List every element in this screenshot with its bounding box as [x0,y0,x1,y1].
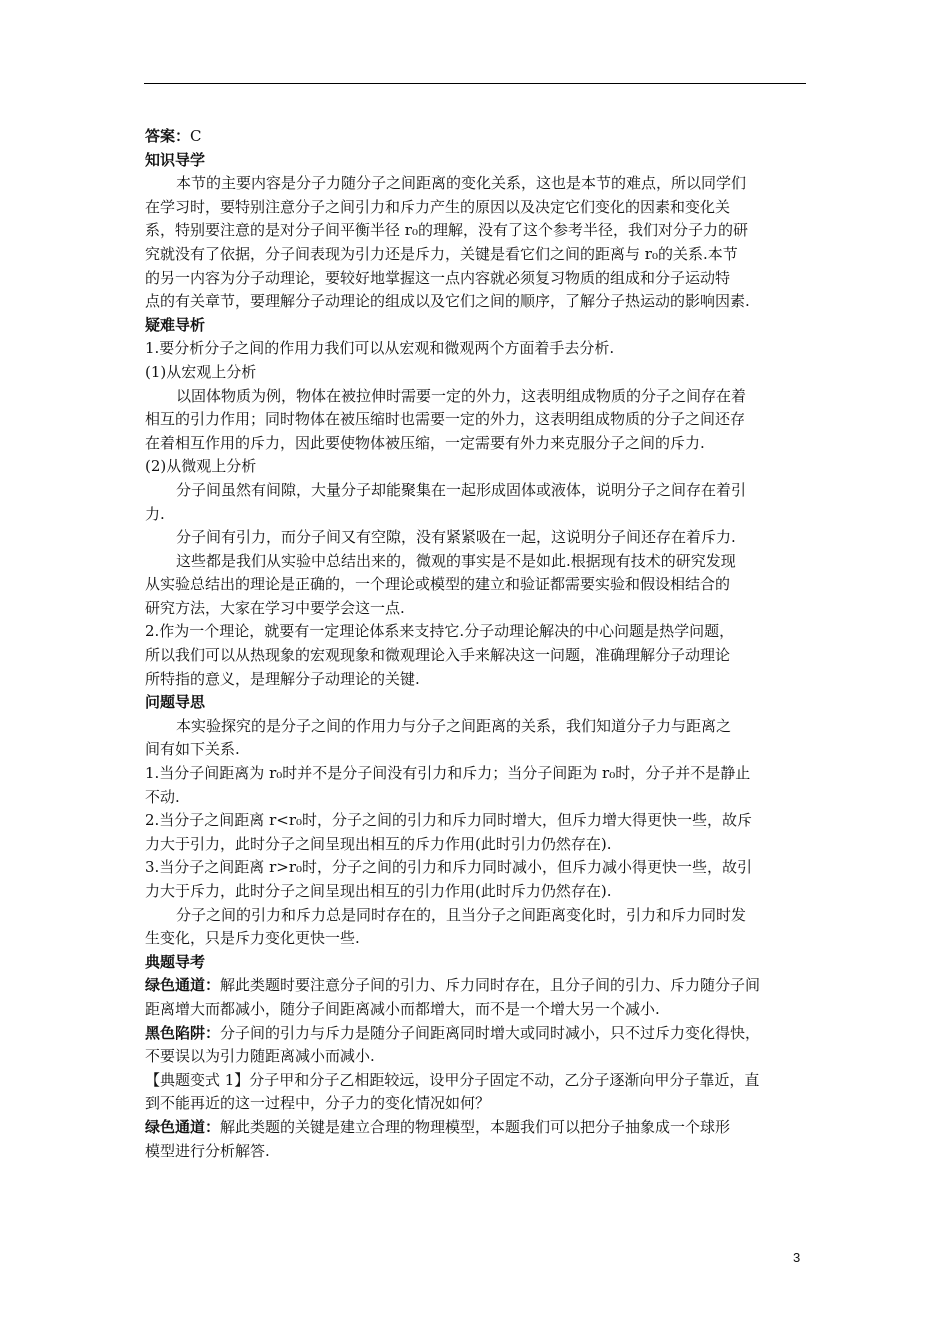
line-text: 1.要分析分子之间的作用力我们可以从宏观和微观两个方面着手去分析. [145,339,615,358]
line-text: 不要误以为引力随距离减小而减小. [145,1047,375,1066]
text-line [145,1116,809,1140]
line-text: 相互的引力作用；同时物体在被压缩时也需要一定的外力，这表明组成物质的分子之间还存 [145,410,746,429]
inline-label: 绿色通道： [145,1117,221,1136]
line-text: 【典题变式 1】分子甲和分子乙相距较远，设甲分子固定不动，乙分子逐渐向甲分子靠近，直 [145,1070,760,1089]
text-line [145,762,809,786]
line-text: 在着相互作用的斥力，因此要使物体被压缩，一定需要有外力来克服分子之间的斥力. [145,433,705,452]
text-line [145,1022,809,1046]
text-line [145,526,809,550]
line-text: 所特指的意义，是理解分子动理论的关键. [145,669,420,688]
line-text: (1)从宏观上分析 [145,362,257,381]
text-line [145,880,809,904]
text-line [145,974,809,998]
line-text: 生变化，只是斥力变化更快一些. [145,929,360,948]
text-line [145,243,809,267]
text-line [145,715,809,739]
line-text: 系，特别要注意的是对分子间平衡半径 r₀的理解，没有了这个参考半径，我们对分子力的研 [145,221,748,240]
text-line [145,432,809,456]
text-line [145,620,809,644]
text-line [145,361,809,385]
line-text: 以固体物质为例，物体在被拉伸时需要一定的外力，这表明组成物质的分子之间存在着 [176,386,747,405]
line-text: 1.当分子间距离为 r₀时并不是分子间没有引力和斥力；当分子间距为 r₀时，分子并不是静止 [145,764,751,783]
text-line [145,196,809,220]
text-line [145,904,809,928]
line-text: 本节的主要内容是分子力随分子之间距离的变化关系，这也是本节的难点，所以同学们 [176,174,747,193]
line-text: 从实验总结出的理论是正确的，一个理论或模型的建立和验证都需要实验和假设相结合的 [145,575,731,594]
answer-line [145,125,809,149]
text-line [145,337,809,361]
inline-label: 绿色通道： [145,976,221,995]
text-line [145,927,809,951]
line-text: 到不能再近的这一过程中，分子力的变化情况如何？ [145,1094,491,1113]
line-text: 在学习时，要特别注意分子之间引力和斥力产生的原因以及决定它们变化的因素和变化关 [145,197,731,216]
line-text: 研究方法，大家在学习中要学会这一点. [145,598,405,617]
line-text: 所以我们可以从热现象的宏观现象和微观理论入手来解决这一问题，准确理解分子动理论 [145,646,731,665]
section-heading: 问题导思 [145,693,206,712]
text-line [145,1069,809,1093]
text-line [145,550,809,574]
line-text: 力大于斥力，此时分子之间呈现出相互的引力作用(此时斥力仍然存在). [145,882,612,900]
line-text: 点的有关章节，要理解分子动理论的组成以及它们之间的顺序，了解分子热运动的影响因素. [145,292,750,311]
line-text: 2.作为一个理论，就要有一定理论体系来支持它.分子动理论解决的中心问题是热学问题， [145,622,735,641]
text-line [145,503,809,527]
text-line [145,290,809,314]
line-text: 这些都是我们从实验中总结出来的，微观的事实是不是如此.根据现有技术的研究发现 [176,551,736,570]
line-text: 究就没有了依据，分子间表现为引力还是斥力，关键是看它们之间的距离与 r₀的关系.本节 [145,244,738,263]
text-line [145,998,809,1022]
text-line [145,408,809,432]
header-rule [144,83,806,84]
line-text: 分子间的引力与斥力是随分子间距离同时增大或同时减小，只不过斥力变化得快， [220,1023,761,1042]
line-text: 3.当分子之间距离 r>r₀时，分子之间的引力和斥力同时减小，但斥力减小得更快一些，故引 [145,858,753,877]
text-line [145,573,809,597]
line-text: 分子间虽然有间隙，大量分子却能聚集在一起形成固体或液体，说明分子之间存在着引 [176,480,747,499]
section-heading: 典题导考 [145,952,206,971]
line-text: 模型进行分析解答. [145,1141,270,1160]
line-text: 距离增大而都减小，随分子间距离减小而都增大，而不是一个增大另一个减小. [145,999,660,1018]
text-line [145,786,809,810]
line-text: 力. [145,504,165,523]
text-line [145,455,809,479]
text-line [145,809,809,833]
line-text: 解此类题时要注意分子间的引力、斥力同时存在，且分子间的引力、斥力随分子间 [220,976,761,995]
text-line [145,267,809,291]
text-line [145,172,809,196]
line-text: 力大于引力，此时分子之间呈现出相互的斥力作用(此时引力仍然存在). [145,834,612,853]
text-line [145,479,809,503]
text-line [145,668,809,692]
line-text: 不动. [145,787,180,806]
answer-value: C [190,127,202,145]
document-body [145,125,809,1163]
line-text: 分子间有引力，而分子间又有空隙，没有紧紧吸在一起，这说明分子间还存在着斥力. [176,528,736,547]
text-line [145,597,809,621]
text-line [145,219,809,243]
line-text: (2)从微观上分析 [145,457,257,476]
inline-label: 黑色陷阱： [145,1023,221,1042]
text-line [145,1045,809,1069]
text-line [145,385,809,409]
text-line [145,856,809,880]
line-text: 间有如下关系. [145,740,240,759]
section-heading: 知识导学 [145,150,206,169]
line-text: 的另一内容为分子动理论，要较好地掌握这一点内容就必须复习物质的组成和分子运动特 [145,268,731,287]
section-heading: 疑难导析 [145,315,206,334]
text-line [145,1092,809,1116]
page-number: 3 [793,1250,801,1265]
text-line [145,644,809,668]
line-text: 解此类题的关键是建立合理的物理模型，本题我们可以把分子抽象成一个球形 [220,1117,731,1136]
text-line [145,1140,809,1164]
line-text: 本实验探究的是分子之间的作用力与分子之间距离的关系，我们知道分子力与距离之 [176,716,732,735]
line-text: 分子之间的引力和斥力总是同时存在的，且当分子之间距离变化时，引力和斥力同时发 [176,905,747,924]
sections-container [145,149,809,1164]
line-text: 2.当分子之间距离 r<r₀时，分子之间的引力和斥力同时增大，但斥力增大得更快一些，故斥 [145,811,753,830]
text-line [145,833,809,857]
text-line [145,738,809,762]
answer-label: 答案： [145,127,191,145]
